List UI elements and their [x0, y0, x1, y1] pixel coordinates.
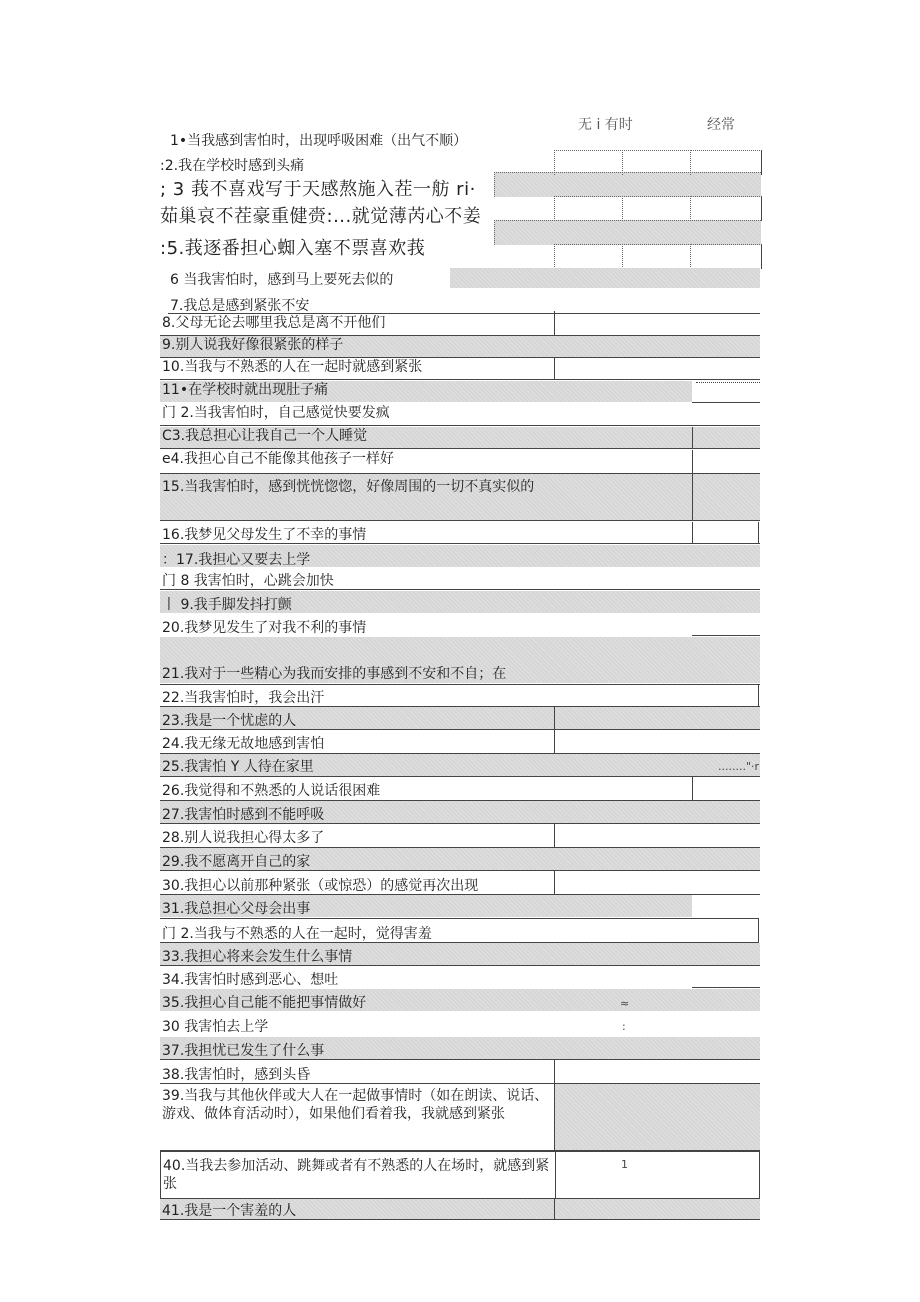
item-text: 31.我总担心父母会出事 [162, 901, 311, 917]
item-text: ; 3 莪不喜戏写于天感熬施入茬一舫 ri· [160, 179, 476, 200]
item-12 [160, 404, 760, 426]
item-text: 30 我害怕去上学 [162, 1019, 269, 1035]
item-22 [160, 684, 760, 707]
item-text: :2.我在学校时感到头痛 [160, 158, 305, 174]
item-text: 35.我担心自己能不能把事情做好 [162, 995, 367, 1011]
item-37 [160, 1037, 760, 1060]
item-35 [160, 989, 760, 1011]
item-text: 33.我担心将来会发生什么事情 [162, 949, 353, 965]
item-31 [160, 895, 692, 917]
item-text: 22.当我害怕时，我会出汗 [162, 690, 325, 706]
item-30 [160, 871, 760, 895]
item-text: 1•当我感到害怕时，出现呼吸困难（出气不顺） [170, 133, 468, 149]
item-text: 7.我总是感到紧张不安 [170, 298, 310, 314]
item-text: 10.当我与不熟悉的人在一起时就感到紧张 [162, 359, 423, 375]
item-29 [160, 848, 760, 871]
item-19 [160, 591, 760, 613]
item-24 [160, 730, 760, 754]
item-text: 15.当我害怕时，感到恍恍惚惚，好像周围的一切不真实似的 [162, 479, 535, 495]
item-27 [160, 801, 760, 824]
item-text: 28.别人说我担心得太多了 [162, 830, 325, 846]
item-33 [160, 943, 760, 966]
item-text: 37.我担忧已发生了什么事 [162, 1043, 325, 1059]
item-36 [160, 1012, 760, 1036]
item-11 [160, 381, 692, 402]
mark-36: : [622, 1020, 626, 1033]
item-13 [160, 427, 760, 449]
item-15 [160, 474, 760, 521]
item-34 [160, 966, 760, 988]
item-text: 30.我担心以前那种紧张（或惊恐）的感觉再次出现 [162, 878, 479, 894]
item-text: 29.我不愿离开自己的家 [162, 854, 311, 870]
header-col-none-some: 无 i 有时 [578, 117, 633, 133]
item-20 [160, 614, 760, 635]
item-14 [160, 450, 760, 474]
item-9 [160, 336, 760, 358]
item-text: 丨 9.我手脚发抖打颤 [162, 597, 292, 613]
item-text: 8.父母无论去哪里我总是离不开他们 [162, 315, 386, 331]
item-text: 门 2.当我与不熟悉的人在一起时，觉得害羞 [162, 926, 432, 942]
item-28 [160, 824, 760, 848]
mark-40: 1 [621, 1158, 628, 1171]
item-text: 34.我害怕时感到恶心、想吐 [162, 972, 339, 988]
item-25 [160, 754, 760, 777]
item-8 [160, 314, 760, 336]
item-38 [160, 1060, 760, 1084]
answer-grid-top [494, 150, 760, 288]
item-23 [160, 707, 760, 730]
item-40 [160, 1151, 760, 1199]
item-text: 20.我梦见发生了对我不利的事情 [162, 620, 367, 636]
item-text: 门 8 我害怕时，心跳会加快 [162, 573, 334, 589]
item-text: 39.当我与其他伙伴或大人在一起做事情时（如在朗读、说话、游戏、做体育活动时），如果他们看着我，我就感到紧张 [162, 1088, 549, 1122]
item-16 [160, 522, 760, 544]
item-7 [168, 297, 760, 314]
item-text: 40.当我去参加活动、跳舞或者有不熟悉的人在场时，就感到紧张 [163, 1158, 550, 1192]
mark-35: ≈ [620, 997, 630, 1010]
item-text: 25.我害怕 Y 人待在家里 [162, 759, 314, 775]
item-text: 16.我梦见父母发生了不幸的事情 [162, 527, 367, 543]
item-text: ：17.我担心又要去上学 [162, 552, 311, 568]
item-text: 11•在学校时就出现肚子痛 [162, 382, 329, 398]
item-text: 41.我是一个害羞的人 [162, 1203, 297, 1219]
item-32 [160, 918, 759, 943]
item-text: 6 当我害怕时，感到马上要死去似的 [170, 272, 394, 288]
item-text: C3.我总担心让我自己一个人睡觉 [162, 428, 368, 444]
item-text: 27.我害怕时感到不能呼吸 [162, 807, 325, 823]
item-text: 38.我害怕时，感到头昏 [162, 1067, 311, 1083]
item-text: 9.别人说我好像很紧张的样子 [162, 337, 344, 353]
item-text: 24.我无缘无故地感到害怕 [162, 736, 325, 752]
item-41 [160, 1199, 760, 1220]
item-10 [160, 358, 760, 380]
item-26 [160, 777, 760, 801]
item-21 [160, 637, 760, 683]
item-text: 门 2.当我害怕时，自己感觉快要发疯 [162, 405, 390, 421]
item-18 [160, 568, 760, 590]
item-text: 23.我是一个忧虑的人 [162, 713, 297, 729]
item-text: :5.莪逐番担心蜘入塞不票喜欢莪 [160, 238, 426, 259]
item-17 [160, 545, 760, 567]
item-text: 茹巢哀不茬豪重健赍:...就觉薄芮心不姜 [160, 206, 482, 227]
item-39 [160, 1084, 760, 1151]
header-col-often: 经常 [707, 117, 735, 133]
item-text: 26.我觉得和不熟悉的人说话很困难 [162, 783, 381, 799]
item-text: e4.我担心自己不能像其他孩子一样好 [162, 451, 394, 467]
item-text: 21.我对于一些精心为我而安排的事感到不安和不自；在 [162, 666, 507, 682]
mark-25: ........"·r [718, 760, 760, 773]
